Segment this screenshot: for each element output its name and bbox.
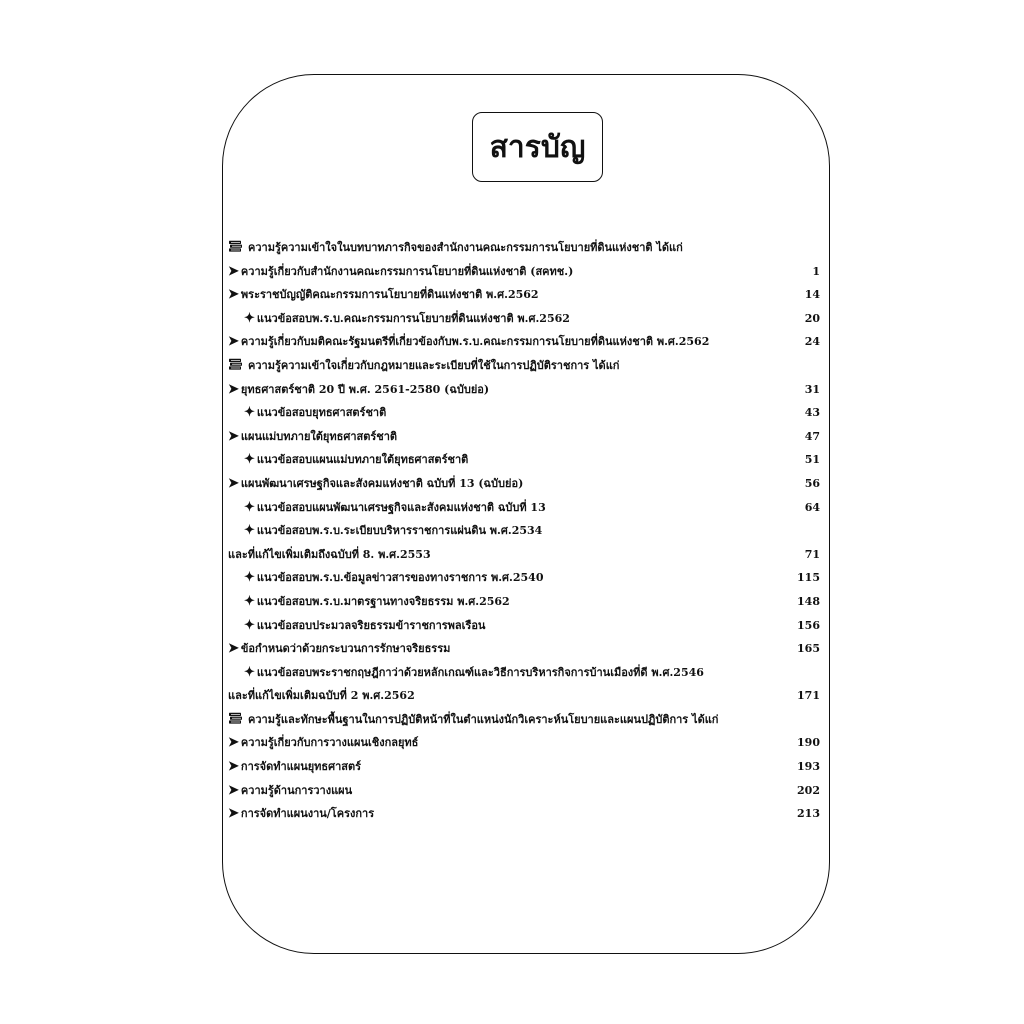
toc-entry-text: แนวข้อสอบแผนแม่บทภายใต้ยุทธศาสตร์ชาติ [256, 453, 469, 467]
toc-page-number: 51 [804, 453, 820, 467]
toc-entry [228, 448, 822, 472]
four-point-star-icon: ✦ [244, 499, 255, 515]
toc-entry [228, 472, 822, 496]
book-stack-icon [228, 358, 243, 370]
toc-entry [228, 802, 822, 826]
toc-page-number: 71 [804, 547, 820, 561]
toc-entry-text: ยุทธศาสตร์ชาติ 20 ปี พ.ศ. 2561-2580 (ฉบับย่อ) [240, 382, 490, 396]
toc-entry-text: แนวข้อสอบพ.ร.บ.ระเบียบบริหารราชการแผ่นดิน พ.ศ.2534 [256, 524, 543, 538]
four-point-star-icon: ✦ [244, 310, 255, 326]
arrowhead-icon: ➤ [228, 735, 239, 751]
toc-entry-text: แนวข้อสอบพระราชกฤษฎีกาว่าด้วยหลักเกณฑ์และวิธีการบริหารกิจการบ้านเมืองที่ดี พ.ศ.2546 [256, 665, 704, 679]
toc-entry [228, 590, 822, 614]
book-stack-icon [228, 240, 243, 252]
arrowhead-icon: ➤ [228, 428, 239, 444]
arrowhead-icon: ➤ [228, 381, 239, 397]
toc-page-number: 156 [797, 618, 820, 632]
toc-entry [228, 708, 822, 732]
four-point-star-icon: ✦ [244, 664, 255, 680]
toc-title: สารบัญ [472, 112, 603, 182]
toc-entry-text: การจัดทำแผนงาน/โครงการ [240, 807, 375, 821]
toc-page-number: 171 [797, 689, 820, 703]
arrowhead-icon: ➤ [228, 806, 239, 822]
toc-entry [228, 637, 822, 661]
toc-entry [228, 401, 822, 425]
toc-page-number: 64 [804, 500, 820, 514]
toc-entry-text: และที่แก้ไขเพิ่มเติมถึงฉบับที่ 8. พ.ศ.2553 [228, 547, 431, 561]
toc-entry-text: แนวข้อสอบพ.ร.บ.คณะกรรมการนโยบายที่ดินแห่งชาติ พ.ศ.2562 [256, 311, 570, 325]
toc-entry-text: ความรู้เกี่ยวกับสำนักงานคณะกรรมการนโยบายที่ดินแห่งชาติ (สคทช.) [240, 264, 574, 278]
arrowhead-icon: ➤ [228, 782, 239, 798]
four-point-star-icon: ✦ [244, 593, 255, 609]
toc-entry-text: ข้อกำหนดว่าด้วยกระบวนการรักษาจริยธรรม [240, 642, 451, 656]
toc-page-number: 20 [804, 311, 820, 325]
toc-page-number: 24 [804, 335, 820, 349]
arrowhead-icon: ➤ [228, 263, 239, 279]
toc-entry-text: ความรู้เกี่ยวกับการวางแผนเชิงกลยุทธ์ [240, 736, 419, 750]
toc-page-number: 115 [797, 571, 820, 585]
toc-page-number: 14 [804, 288, 820, 302]
arrowhead-icon: ➤ [228, 759, 239, 775]
four-point-star-icon: ✦ [244, 570, 255, 586]
toc-page-number: 202 [797, 783, 820, 797]
four-point-star-icon: ✦ [244, 452, 255, 468]
toc-entry-text: แนวข้อสอบพ.ร.บ.มาตรฐานทางจริยธรรม พ.ศ.2562 [256, 594, 510, 608]
toc-entry-text: ความรู้เกี่ยวกับมติคณะรัฐมนตรีที่เกี่ยวข้องกับพ.ร.บ.คณะกรรมการนโยบายที่ดินแห่งชาติ พ.ศ.2562 [240, 335, 710, 349]
toc-entry-text: แนวข้อสอบพ.ร.บ.ข้อมูลข่าวสารของทางราชการ พ.ศ.2540 [256, 571, 544, 585]
arrowhead-icon: ➤ [228, 475, 239, 491]
toc-entry-text: แผนพัฒนาเศรษฐกิจและสังคมแห่งชาติ ฉบับที่ 13 (ฉบับย่อ) [240, 476, 524, 490]
toc-page-number: 31 [804, 382, 820, 396]
toc-entry-text: แนวข้อสอบประมวลจริยธรรมข้าราชการพลเรือน [256, 618, 486, 632]
toc-page-number: 56 [804, 476, 820, 490]
toc-entry [228, 307, 822, 331]
toc-page-number: 148 [797, 594, 820, 608]
toc-entry-text: ความรู้และทักษะพื้นฐานในการปฏิบัติหน้าที่ในตำแหน่งนักวิเคราะห์นโยบายและแผนปฏิบัติการ ได้แก่ [248, 712, 719, 726]
toc-entry-text: การจัดทำแผนยุทธศาสตร์ [240, 760, 362, 774]
toc-entry [228, 260, 822, 284]
book-stack-icon [228, 712, 243, 724]
toc-entry [228, 519, 822, 543]
four-point-star-icon: ✦ [244, 523, 255, 539]
toc-entry [228, 425, 822, 449]
toc-entry [228, 731, 822, 755]
toc-entry [228, 684, 822, 708]
toc-entry [228, 330, 822, 354]
toc-entry [228, 236, 822, 260]
toc-page-number: 213 [797, 807, 820, 821]
table-of-contents [228, 236, 822, 826]
toc-entry [228, 566, 822, 590]
toc-entry [228, 378, 822, 402]
toc-page-number: 43 [804, 406, 820, 420]
toc-entry-text: แผนแม่บทภายใต้ยุทธศาสตร์ชาติ [240, 429, 398, 443]
toc-page-number: 47 [804, 429, 820, 443]
toc-page-number: 165 [797, 642, 820, 656]
toc-entry [228, 614, 822, 638]
toc-entry [228, 661, 822, 685]
arrowhead-icon: ➤ [228, 334, 239, 350]
toc-entry [228, 283, 822, 307]
toc-entry [228, 543, 822, 567]
toc-page-number: 190 [797, 736, 820, 750]
arrowhead-icon: ➤ [228, 641, 239, 657]
toc-entry-text: พระราชบัญญัติคณะกรรมการนโยบายที่ดินแห่งชาติ พ.ศ.2562 [240, 288, 539, 302]
toc-entry-text: แนวข้อสอบยุทธศาสตร์ชาติ [256, 406, 387, 420]
toc-entry [228, 496, 822, 520]
toc-entry-text: แนวข้อสอบแผนพัฒนาเศรษฐกิจและสังคมแห่งชาติ ฉบับที่ 13 [256, 500, 546, 514]
toc-page-number: 193 [797, 760, 820, 774]
toc-entry [228, 354, 822, 378]
toc-entry [228, 779, 822, 803]
toc-entry [228, 755, 822, 779]
toc-entry-text: ความรู้ด้านการวางแผน [240, 783, 353, 797]
toc-entry-text: ความรู้ความเข้าใจเกี่ยวกับกฎหมายและระเบียบที่ใช้ในการปฏิบัติราชการ ได้แก่ [248, 358, 620, 372]
four-point-star-icon: ✦ [244, 617, 255, 633]
four-point-star-icon: ✦ [244, 405, 255, 421]
toc-entry-text: และที่แก้ไขเพิ่มเติมฉบับที่ 2 พ.ศ.2562 [228, 689, 415, 703]
toc-entry-text: ความรู้ความเข้าใจในบทบาทภารกิจของสำนักงานคณะกรรมการนโยบายที่ดินแห่งชาติ ได้แก่ [248, 241, 683, 254]
toc-page-number: 1 [812, 264, 820, 278]
arrowhead-icon: ➤ [228, 287, 239, 303]
